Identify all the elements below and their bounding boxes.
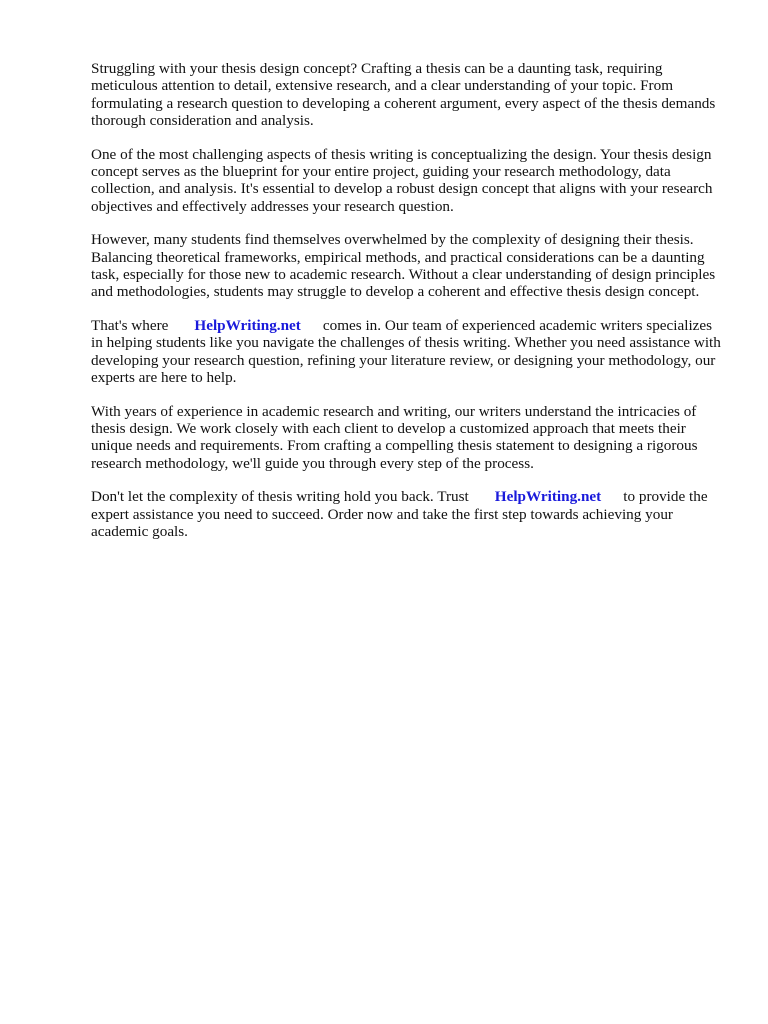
paragraph-intro: Struggling with your thesis design concept? Crafting a thesis can be a daunting task, requiring meticulous attention to detail, extensive research, and a clear understanding of your topic. From formulating a research question to developing a coherent argument, every aspect of the thesis demands thorough consideration and analysis. <box>91 60 716 130</box>
paragraph-experience: With years of experience in academic research and writing, our writers understand the intricacies of thesis design. We work closely with each client to develop a customized approach that meets their unique needs and requirements. From crafting a compelling thesis statement to designing a rigorous research methodology, we'll guide you through every step of the process. <box>91 402 698 472</box>
paragraph-design-concept: One of the most challenging aspects of thesis writing is conceptualizing the design. Your thesis design concept serves as the blueprint for your entire project, guiding your research methodology, data collection, and analysis. It's essential to develop a robust design concept that aligns with your research objectives and effectively addresses your research question. <box>91 145 713 215</box>
paragraph-service-intro <box>91 317 723 387</box>
helpwriting-link-1[interactable]: HelpWriting.net <box>194 316 301 334</box>
service-intro-rest: comes in. Our team of experienced academic writers specializes in helping students like you navigate the challenges of thesis writing. Whether you need assistance with developing your research question, refining your literature review, or designing your methodology, our experts are here to help. <box>91 316 721 387</box>
document-body <box>91 60 723 556</box>
paragraph-challenges: However, many students find themselves overwhelmed by the complexity of designing their thesis. Balancing theoretical frameworks, empirical methods, and practical considerations can be a daunting task, especially for those new to academic research. Without a clear understanding of design principles and methodologies, students may struggle to develop a coherent and effective thesis design concept. <box>91 231 716 301</box>
service-intro-lead: That's where <box>91 316 169 334</box>
cta-lead: Don't let the complexity of thesis writing hold you back. Trust <box>91 488 469 506</box>
helpwriting-link-2[interactable]: HelpWriting.net <box>494 488 602 506</box>
paragraph-call-to-action <box>91 488 723 540</box>
cta-rest: to provide the expert assistance you need to succeed. Order now and take the first step towards achieving your academic goals. <box>91 488 708 540</box>
